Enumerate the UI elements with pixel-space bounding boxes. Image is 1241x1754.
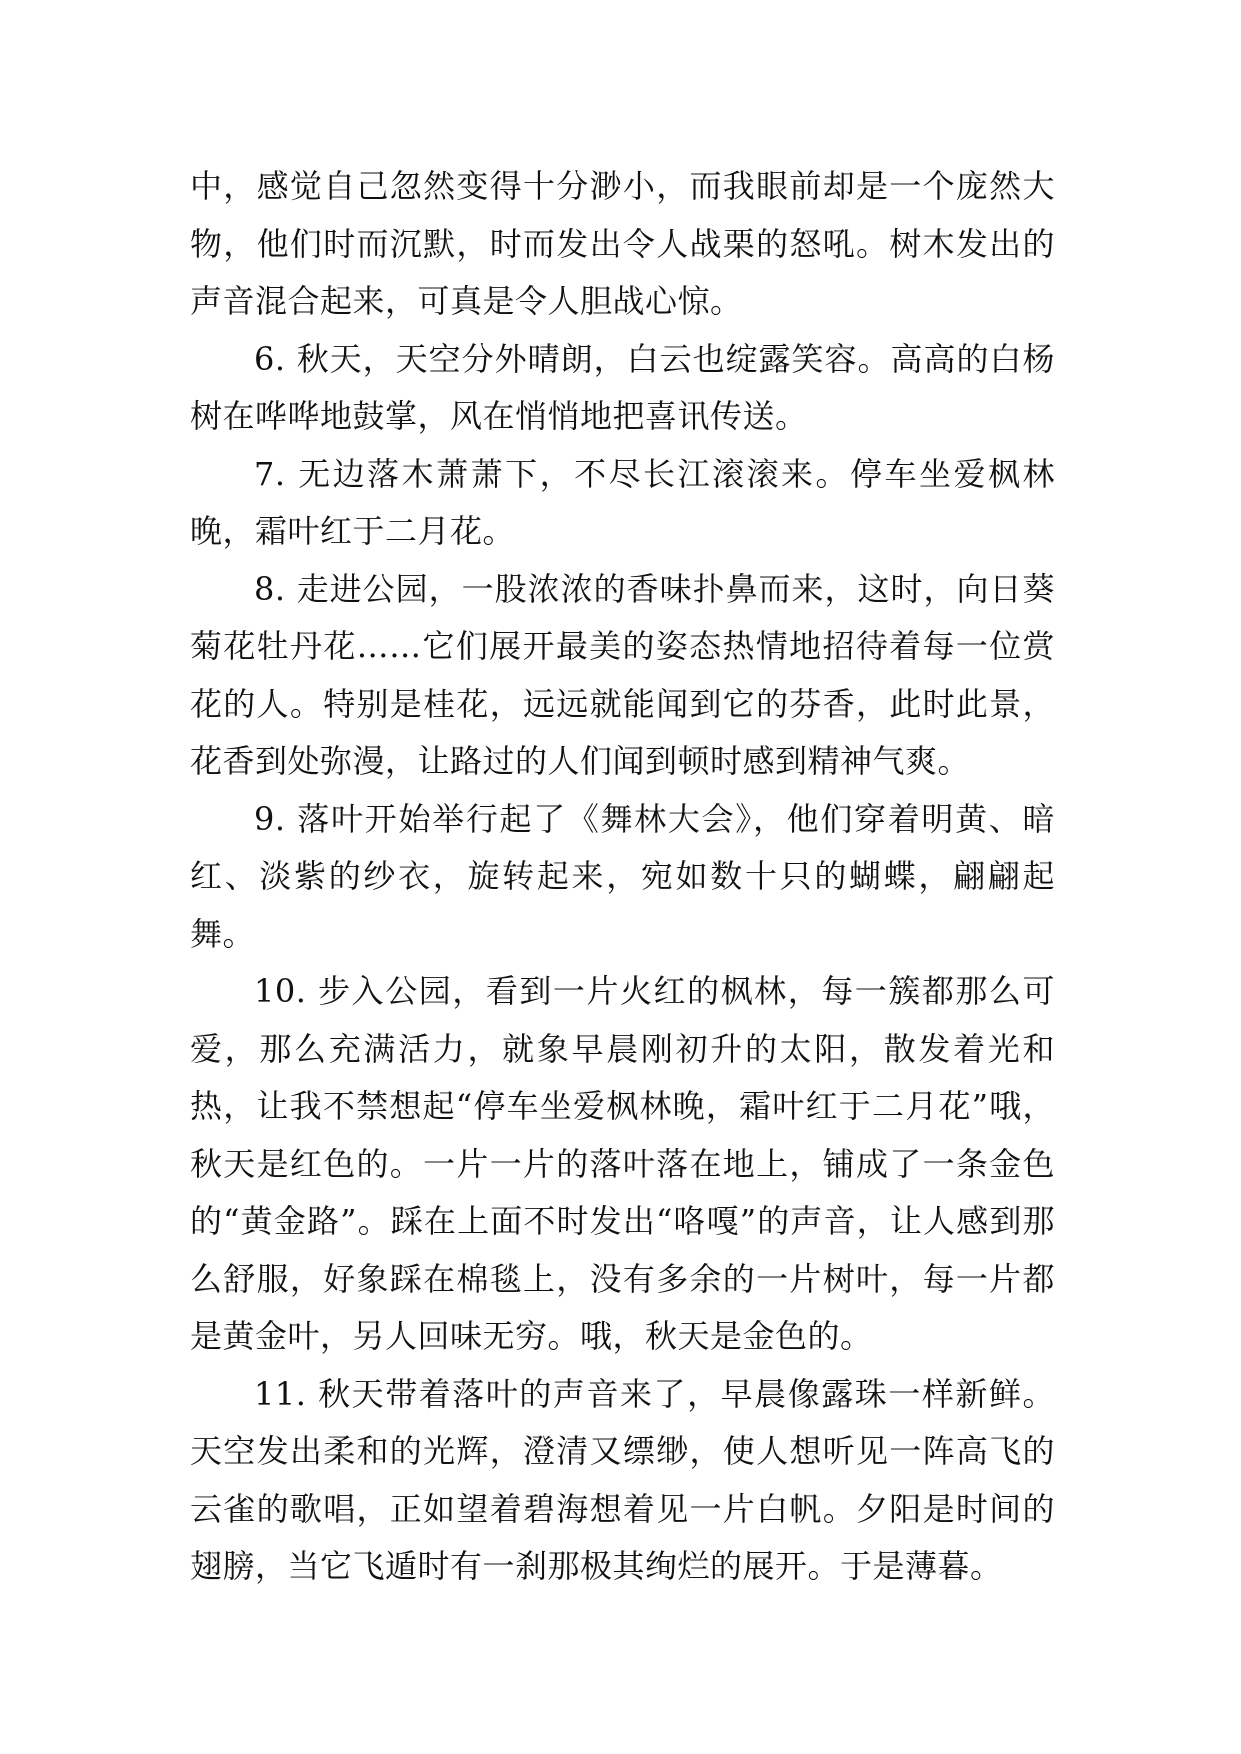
paragraph-item-11: 11. 秋天带着落叶的声音来了，早晨像露珠一样新鲜。天空发出柔和的光辉，澄清又缥缈，使人想听见一阵高飞的云雀的歌唱，正如望着碧海想着见一片白帆。夕阳是时间的翅膀，当它飞遁时有一刹那极其绚烂的展开。于是薄暮。 [190,1374,1055,1585]
paragraph-item-8: 8. 走进公园，一股浓浓的香味扑鼻而来，这时，向日葵菊花牡丹花……它们展开最美的姿态热情地招待着每一位赏花的人。特别是桂花，远远就能闻到它的芬香，此时此景，花香到处弥漫，让路过的人们闻到顿时感到精神气爽。 [190,569,1055,780]
document-body [190,158,1055,1596]
paragraph-item-10: 10. 步入公园，看到一片火红的枫林，每一簇都那么可爱，那么充满活力，就象早晨刚初升的太阳，散发着光和热，让我不禁想起“停车坐爱枫林晚，霜叶红于二月花”哦，秋天是红色的。一片一片的落叶落在地上，铺成了一条金色的“黄金路”。踩在上面不时发出“咯嘎”的声音，让人感到那么舒服，好象踩在棉毯上，没有多余的一片树叶，每一片都是黄金叶，另人回味无穷。哦，秋天是金色的。 [190,972,1055,1355]
paragraph-item-6: 6. 秋天，天空分外晴朗，白云也绽露笑容。高高的白杨树在哗哗地鼓掌，风在悄悄地把喜讯传送。 [190,339,1055,435]
paragraph-item-9: 9. 落叶开始举行起了《舞林大会》，他们穿着明黄、暗红、淡紫的纱衣，旋转起来，宛如数十只的蝴蝶，翩翩起舞。 [190,799,1055,953]
paragraph-continued: 中，感觉自己忽然变得十分渺小，而我眼前却是一个庞然大物，他们时而沉默，时而发出令人战栗的怒吼。树木发出的声音混合起来，可真是令人胆战心惊。 [190,167,1055,320]
paragraph-item-7: 7. 无边落木萧萧下，不尽长江滚滚来。停车坐爱枫林晚，霜叶红于二月花。 [190,454,1055,550]
